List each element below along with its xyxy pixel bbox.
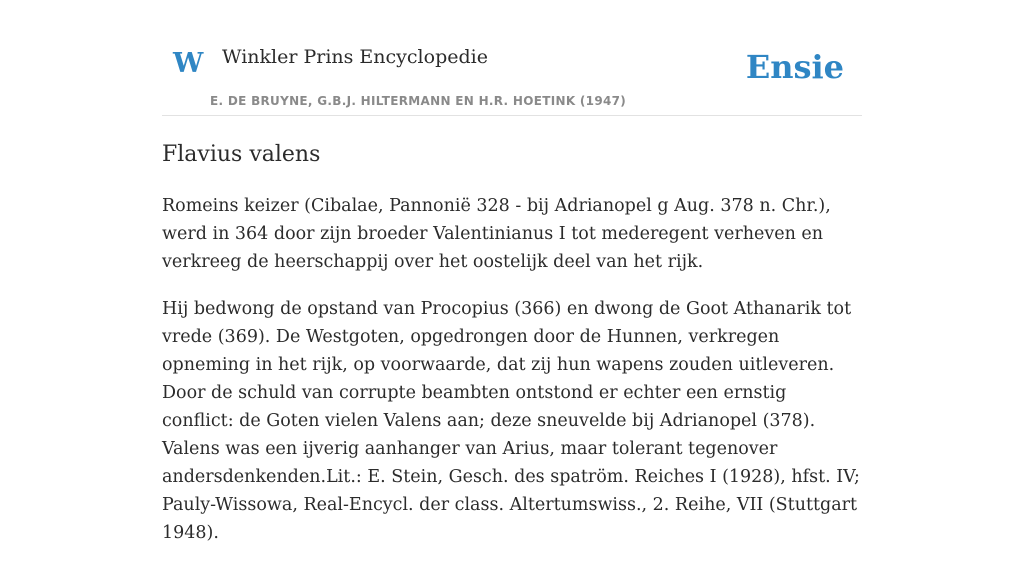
header — [162, 0, 862, 116]
publication-logo-icon[interactable]: W — [173, 48, 204, 79]
ensie-logo[interactable]: Ensie — [745, 48, 844, 86]
publication-authors: E. DE BRUYNE, G.B.J. HILTERMANN EN H.R. HOETINK (1947) — [210, 94, 627, 108]
publication-title[interactable]: Winkler Prins Encyclopedie — [222, 46, 488, 68]
article-paragraph: Romeins keizer (Cibalae, Pannonië 328 - bij Adrianopel g Aug. 378 n. Chr.), werd in 364 door zijn broeder Valentinianus I tot mederegent verheven en verkreeg de heerschappij over het oostelijk deel van het rijk. — [162, 196, 831, 272]
page — [162, 0, 862, 543]
article-body — [162, 192, 862, 566]
article-title: Flavius valens — [162, 142, 321, 167]
article-paragraph: Hij bedwong de opstand van Procopius (366) en dwong de Goot Athanarik tot vrede (369). De Westgoten, opgedrongen door de Hunnen, verkregen opneming in het rijk, op voorwaarde, dat zij hun wapens zouden uitleveren. Door de schuld van corrupte beambten ontstond er echter een ernstig conflict: de Goten vielen Valens aan; deze sneuvelde bij Adrianopel (378). Valens was een ijverig aanhanger van Arius, maar tolerant tegenover andersdenkenden.Lit.: E. Stein, Gesch. des spatröm. Reiches I (1928), hfst. IV; Pauly-Wissowa, Real-Encycl. der class. Altertumswiss., 2. Reihe, VII (Stuttgart 1948). — [162, 299, 860, 543]
